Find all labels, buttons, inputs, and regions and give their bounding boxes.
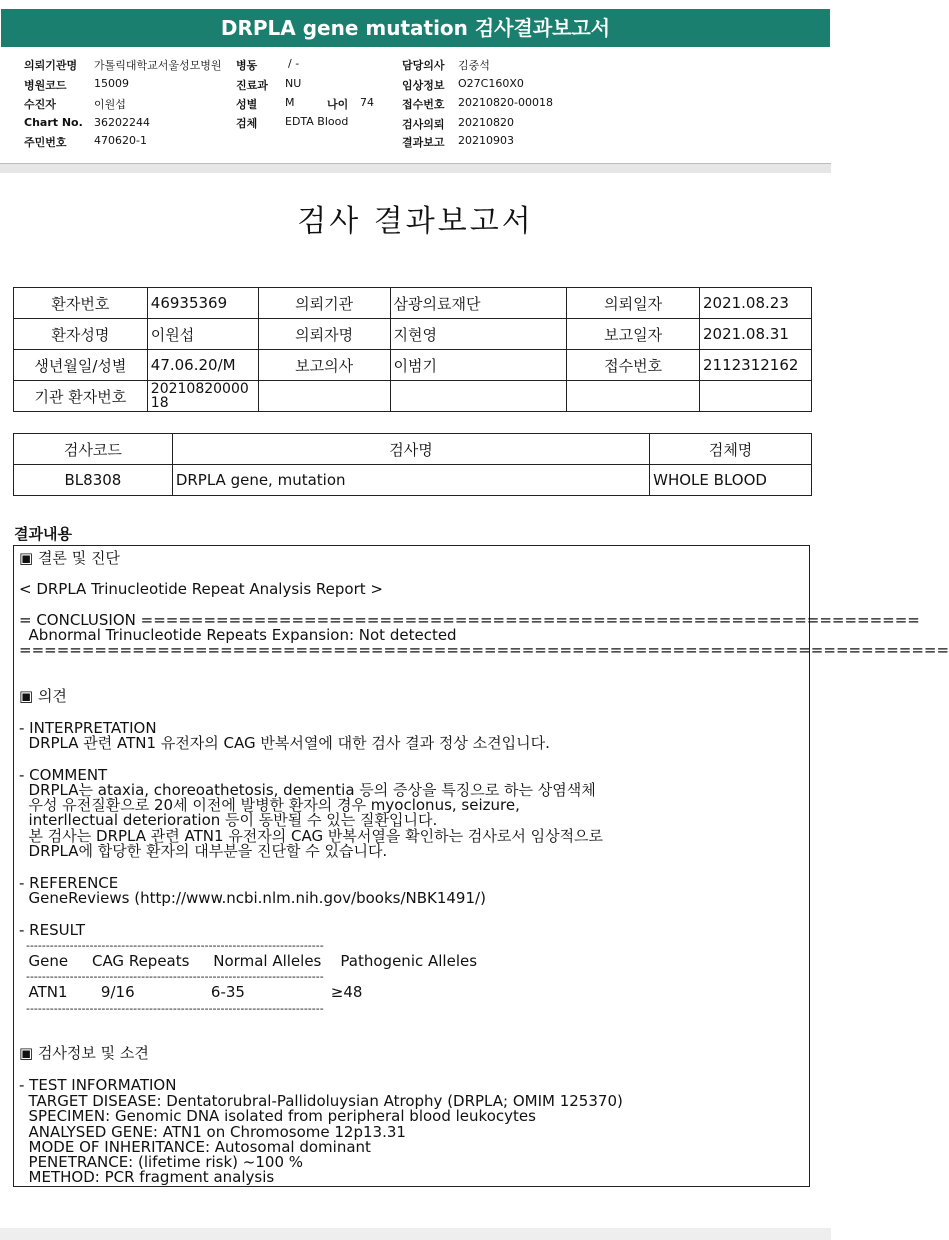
result-line: SPECIMEN: Genomic DNA isolated from peripheral blood leukocytes (19, 1107, 536, 1125)
request-value: 20210820 (458, 116, 514, 129)
patient-info-table (13, 287, 812, 412)
result-line: ▣ 의견 (19, 687, 67, 705)
table-cell: 삼광의료재단 (390, 288, 567, 319)
table-cell: 지현영 (390, 319, 567, 350)
hospital-label: 의뢰기관명 (24, 59, 78, 72)
banner-title: DRPLA gene mutation 검사결과보고서 (1, 9, 830, 47)
table-cell: DRPLA gene, mutation (172, 465, 649, 496)
chart-value: 36202244 (94, 116, 150, 129)
sex-value: M (285, 96, 295, 109)
hospital-value: 가톨릭대학교서울성모병원 (94, 59, 222, 72)
result-line: DRPLA에 합당한 환자의 대부분을 진단할 수 있습니다. (19, 842, 388, 860)
id-label: 주민번호 (24, 136, 67, 149)
result-line: Abnormal Trinucleotide Repeats Expansion: Not detected (19, 626, 457, 644)
table-cell (567, 381, 700, 412)
table-cell: 접수번호 (567, 350, 700, 381)
result-line: --------------------------------------------------------------------------- (19, 970, 324, 983)
table-cell (699, 381, 811, 412)
clinical-value: O27C160X0 (458, 77, 524, 90)
table-cell: 기관 환자번호 (14, 381, 148, 412)
result-line: DRPLA 관련 ATN1 유전자의 CAG 반복서열에 대한 검사 결과 정상 소견입니다. (19, 734, 550, 752)
page-title: 검사 결과보고서 (297, 204, 534, 239)
result-line: < DRPLA Trinucleotide Repeat Analysis Report > (19, 580, 383, 598)
result-line: ATN1 9/16 6-35 ≥48 (19, 983, 363, 1001)
dept-label: 진료과 (236, 79, 268, 92)
result-line: MODE OF INHERITANCE: Autosomal dominant (19, 1138, 371, 1156)
report-header (0, 50, 831, 163)
report-date-value: 20210903 (458, 134, 514, 147)
table-cell: 보고일자 (567, 319, 700, 350)
age-value: 74 (360, 96, 374, 109)
result-line: ▣ 결론 및 진단 (19, 549, 120, 567)
result-heading: 결과내용 (14, 525, 72, 543)
result-line: PENETRANCE: (lifetime risk) ~100 % (19, 1153, 304, 1171)
dept-value: NU (285, 77, 302, 90)
receipt-value: 20210820-00018 (458, 96, 553, 109)
table-cell: 이원섭 (147, 319, 258, 350)
clinical-label: 임상정보 (402, 79, 445, 92)
doctor-label: 담당의사 (402, 59, 445, 72)
table-row (14, 381, 812, 412)
table-cell: 2021.08.23 (699, 288, 811, 319)
id-value: 470620-1 (94, 134, 147, 147)
table-header: 검사명 (172, 434, 649, 465)
sex-label: 성별 (236, 98, 258, 111)
result-line: = CONCLUSION ============================================================== (19, 611, 920, 629)
result-line: interllectual deterioration 등이 동반될 수 있는 질환입니다. (19, 811, 438, 829)
table-cell (390, 381, 567, 412)
table-row (14, 288, 812, 319)
result-line: 우성 유전질환으로 20세 이전에 발병한 환자의 경우 myoclonus, seizure, (19, 796, 520, 814)
result-line: Gene CAG Repeats Normal Alleles Pathogenic Alleles (19, 952, 478, 970)
table-cell: 2112312162 (699, 350, 811, 381)
result-line: - REFERENCE (19, 874, 119, 892)
patient-value: 이원섭 (94, 98, 126, 111)
table-header: 검사코드 (14, 434, 173, 465)
result-line: --------------------------------------------------------------------------- (19, 1002, 324, 1015)
result-line: ========================================================================== (19, 641, 949, 659)
test-table (13, 433, 812, 496)
result-line: DRPLA는 ataxia, choreoathetosis, dementia 등의 증상을 특징으로 하는 상염색체 (19, 781, 596, 799)
table-row (14, 319, 812, 350)
table-cell: 2021.08.31 (699, 319, 811, 350)
result-line: TARGET DISEASE: Dentatorubral-Pallidoluysian Atrophy (DRPLA; OMIM 125370) (19, 1092, 623, 1110)
doctor-value: 김중석 (458, 59, 490, 72)
chart-label: Chart No. (24, 116, 83, 129)
table-cell: 47.06.20/M (147, 350, 258, 381)
result-line: - COMMENT (19, 766, 108, 784)
table-cell: BL8308 (14, 465, 173, 496)
table-cell: 보고의사 (258, 350, 390, 381)
ward-label: 병동 (236, 59, 258, 72)
table-cell: 생년월일/성별 (14, 350, 148, 381)
result-content (13, 545, 949, 1187)
table-header: 검체명 (650, 434, 812, 465)
result-line: 본 검사는 DRPLA 관련 ATN1 유전자의 CAG 반복서열을 확인하는 검사로서 임상적으로 (19, 827, 604, 845)
request-label: 검사의뢰 (402, 118, 445, 131)
table-header-row (14, 434, 812, 465)
table-cell: 이범기 (390, 350, 567, 381)
table-cell: 의뢰기관 (258, 288, 390, 319)
table-cell: 의뢰자명 (258, 319, 390, 350)
specimen-label: 검체 (236, 117, 258, 130)
header-separator (0, 163, 831, 173)
table-cell: 46935369 (147, 288, 258, 319)
result-line: METHOD: PCR fragment analysis (19, 1168, 275, 1186)
table-cell: 환자번호 (14, 288, 148, 319)
result-line: ▣ 검사정보 및 소견 (19, 1044, 149, 1062)
code-value: 15009 (94, 77, 129, 90)
result-line: ANALYSED GENE: ATN1 on Chromosome 12p13.31 (19, 1123, 406, 1141)
receipt-label: 접수번호 (402, 98, 445, 111)
code-label: 병원코드 (24, 79, 67, 92)
result-line: --------------------------------------------------------------------------- (19, 939, 324, 952)
result-line: - INTERPRETATION (19, 719, 157, 737)
report-date-label: 결과보고 (402, 136, 445, 149)
table-cell (258, 381, 390, 412)
patient-label: 수진자 (24, 98, 56, 111)
result-line: - TEST INFORMATION (19, 1076, 177, 1094)
specimen-value: EDTA Blood (285, 115, 349, 128)
bottom-bar (0, 1228, 831, 1240)
ward-value: / - (288, 57, 300, 70)
table-cell: 의뢰일자 (567, 288, 700, 319)
table-row (14, 465, 812, 496)
age-label: 나이 (327, 98, 349, 111)
result-line: - RESULT (19, 921, 86, 939)
result-line: GeneReviews (http://www.ncbi.nlm.nih.gov/books/NBK1491/) (19, 889, 486, 907)
table-cell: WHOLE BLOOD (650, 465, 812, 496)
table-row (14, 350, 812, 381)
table-cell: 20210820000 18 (147, 381, 258, 412)
table-cell: 환자성명 (14, 319, 148, 350)
